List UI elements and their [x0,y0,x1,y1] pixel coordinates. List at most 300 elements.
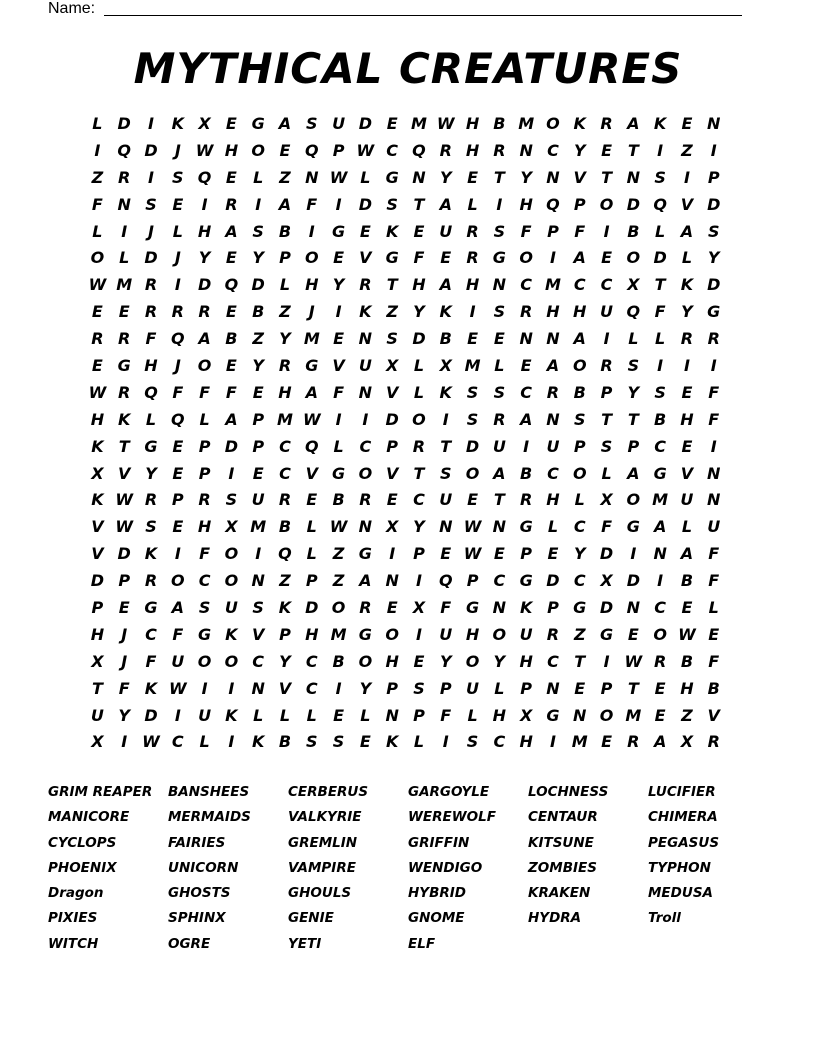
grid-letter[interactable]: T [601,409,612,429]
grid-letter[interactable]: I [415,624,422,644]
grid-letter[interactable]: E [279,140,291,160]
grid-letter[interactable]: P [386,678,399,698]
grid-letter[interactable]: U [439,490,453,510]
grid-letter[interactable]: K [385,221,399,241]
grid-letter[interactable]: H [519,194,533,214]
grid-letter[interactable]: Q [304,436,319,456]
grid-letter[interactable]: D [599,544,614,564]
grid-letter[interactable]: E [681,114,693,133]
grid-letter[interactable]: O [197,651,212,671]
grid-letter[interactable]: I [228,463,235,483]
grid-letter[interactable]: G [626,517,640,537]
grid-letter[interactable]: E [118,302,130,322]
grid-letter[interactable]: S [627,356,640,376]
grid-letter[interactable]: Y [145,463,157,483]
grid-letter[interactable]: P [171,490,184,510]
grid-letter[interactable]: E [225,356,237,376]
grid-letter[interactable]: O [572,356,587,376]
grid-letter[interactable]: E [681,598,693,618]
grid-letter[interactable]: R [600,356,613,376]
grid-letter[interactable]: J [174,356,181,376]
grid-letter[interactable]: L [574,490,585,510]
grid-letter[interactable]: E [172,194,184,214]
grid-letter[interactable]: O [90,248,105,268]
grid-letter[interactable]: C [198,571,211,591]
grid-letter[interactable]: D [358,194,372,214]
grid-letter[interactable]: L [547,517,559,537]
grid-letter[interactable]: E [91,356,103,376]
grid-letter[interactable]: C [305,651,318,671]
grid-letter[interactable]: V [385,382,399,402]
grid-letter[interactable]: O [197,356,212,376]
grid-letter[interactable]: S [198,598,211,618]
grid-letter[interactable]: X [600,571,613,591]
grid-letter[interactable]: I [496,194,503,214]
grid-letter[interactable]: H [412,275,426,295]
grid-letter[interactable]: X [680,732,694,752]
grid-letter[interactable]: B [332,651,345,671]
grid-letter[interactable]: R [278,490,292,510]
grid-letter[interactable]: C [547,463,559,483]
grid-letter[interactable]: Y [252,356,264,376]
grid-letter[interactable]: S [600,436,613,456]
grid-letter[interactable]: N [492,598,507,618]
grid-letter[interactable]: N [412,167,426,187]
grid-letter[interactable]: S [573,409,586,429]
grid-letter[interactable]: N [251,678,265,698]
grid-letter[interactable]: L [199,732,210,752]
grid-letter[interactable]: O [599,705,614,725]
grid-letter[interactable]: I [710,436,717,456]
grid-letter[interactable]: R [680,329,694,349]
grid-letter[interactable]: F [708,651,720,671]
grid-letter[interactable]: A [546,356,560,376]
grid-letter[interactable]: M [652,490,669,510]
grid-letter[interactable]: B [278,517,292,537]
grid-letter[interactable]: L [306,517,317,537]
grid-letter[interactable]: Q [197,167,212,187]
grid-letter[interactable]: E [547,544,559,564]
grid-letter[interactable]: H [197,221,212,241]
grid-letter[interactable]: A [439,194,452,214]
grid-letter[interactable]: T [654,275,666,295]
grid-letter[interactable]: D [305,598,319,618]
grid-letter[interactable]: I [255,194,262,214]
grid-letter[interactable]: D [599,598,614,618]
grid-letter[interactable]: W [88,382,107,402]
grid-letter[interactable]: U [90,705,104,725]
grid-letter[interactable]: U [546,436,560,456]
grid-letter[interactable]: W [678,624,696,644]
grid-letter[interactable]: O [465,463,480,483]
grid-letter[interactable]: Y [573,544,586,564]
grid-letter[interactable]: Y [279,329,291,349]
grid-letter[interactable]: P [118,571,131,591]
grid-letter[interactable]: O [546,114,560,133]
grid-letter[interactable]: L [145,409,157,429]
grid-letter[interactable]: E [467,167,479,187]
grid-letter[interactable]: Y [279,651,291,671]
grid-letter[interactable]: A [439,275,452,295]
grid-letter[interactable]: E [333,329,345,349]
grid-letter[interactable]: O [304,248,319,268]
grid-letter[interactable]: D [358,114,372,133]
grid-letter[interactable]: U [600,302,614,322]
grid-letter[interactable]: K [144,678,158,698]
grid-letter[interactable]: V [707,705,720,725]
grid-letter[interactable]: P [91,598,104,618]
grid-letter[interactable]: E [601,140,612,160]
grid-letter[interactable]: O [358,463,373,483]
grid-letter[interactable]: H [573,302,587,322]
grid-letter[interactable]: F [333,382,345,402]
grid-letter[interactable]: B [493,114,506,133]
grid-letter[interactable]: M [330,624,347,644]
grid-letter[interactable]: E [172,436,184,456]
grid-letter[interactable]: I [335,302,342,322]
grid-letter[interactable]: M [250,517,267,537]
grid-letter[interactable]: C [493,732,506,752]
grid-letter[interactable]: O [599,194,614,214]
grid-letter[interactable]: M [518,114,535,133]
grid-letter[interactable]: J [121,651,128,671]
grid-letter[interactable]: X [600,490,613,510]
grid-letter[interactable]: G [251,114,265,133]
grid-letter[interactable]: C [547,140,559,160]
grid-letter[interactable]: N [707,463,721,483]
grid-letter[interactable]: N [707,114,721,133]
grid-letter[interactable]: I [335,678,342,698]
grid-letter[interactable]: R [466,221,479,241]
grid-letter[interactable]: C [547,651,559,671]
grid-letter[interactable]: E [252,382,264,402]
grid-letter[interactable]: A [198,329,211,349]
grid-letter[interactable]: X [198,114,211,133]
grid-letter[interactable]: K [519,598,533,618]
grid-letter[interactable]: N [626,598,641,618]
grid-letter[interactable]: G [144,598,158,618]
grid-letter[interactable]: R [144,275,158,295]
grid-letter[interactable]: K [653,114,667,133]
grid-letter[interactable]: E [333,248,345,268]
grid-letter[interactable]: I [523,436,530,456]
grid-letter[interactable]: F [118,678,130,698]
grid-letter[interactable]: K [573,114,586,133]
grid-letter[interactable]: V [680,463,694,483]
grid-letter[interactable]: H [305,624,319,644]
grid-letter[interactable]: U [680,490,694,510]
grid-letter[interactable]: B [520,463,533,483]
grid-letter[interactable]: S [386,194,398,214]
grid-letter[interactable]: T [627,678,639,698]
grid-letter[interactable]: G [144,436,158,456]
grid-letter[interactable]: B [278,732,292,752]
grid-letter[interactable]: P [600,678,613,698]
grid-letter[interactable]: L [279,275,291,295]
grid-letter[interactable]: B [707,678,720,698]
grid-letter[interactable]: S [493,302,506,322]
grid-letter[interactable]: E [252,463,264,483]
grid-letter[interactable]: P [252,436,265,456]
grid-letter[interactable]: U [707,517,721,537]
grid-letter[interactable]: D [412,329,426,349]
grid-letter[interactable]: K [225,705,238,725]
grid-letter[interactable]: E [467,329,479,349]
grid-letter[interactable]: D [465,436,480,456]
grid-letter[interactable]: C [145,624,157,644]
grid-letter[interactable]: B [278,221,292,241]
grid-letter[interactable]: V [118,463,131,483]
grid-letter[interactable]: H [465,275,480,295]
grid-letter[interactable]: I [469,302,476,322]
grid-letter[interactable]: J [308,302,315,322]
grid-letter[interactable]: S [172,167,184,187]
grid-letter[interactable]: M [571,732,588,752]
grid-letter[interactable]: E [413,651,425,671]
grid-letter[interactable]: C [493,571,506,591]
grid-letter[interactable]: X [439,356,452,376]
grid-letter[interactable]: I [683,356,690,376]
grid-letter[interactable]: L [655,329,666,349]
grid-letter[interactable]: W [329,517,348,537]
grid-letter[interactable]: S [145,194,157,214]
grid-letter[interactable]: A [680,221,694,241]
grid-letter[interactable]: L [119,248,130,268]
grid-letter[interactable]: T [601,167,612,187]
grid-letter[interactable]: C [573,571,586,591]
grid-letter[interactable]: I [657,571,664,591]
grid-letter[interactable]: K [359,302,372,322]
grid-letter[interactable]: R [653,651,667,671]
grid-letter[interactable]: W [115,517,134,537]
grid-letter[interactable]: Z [279,302,291,322]
grid-letter[interactable]: Y [707,248,720,268]
grid-letter[interactable]: P [386,436,399,456]
grid-letter[interactable]: Z [573,624,586,644]
grid-letter[interactable]: U [224,598,238,618]
grid-letter[interactable]: K [439,382,452,402]
grid-letter[interactable]: D [626,571,640,591]
grid-letter[interactable]: R [91,329,104,349]
grid-letter[interactable]: J [148,221,154,241]
grid-letter[interactable]: P [279,248,291,268]
grid-letter[interactable]: Q [224,275,239,295]
grid-letter[interactable]: T [627,140,639,160]
grid-letter[interactable]: R [171,302,184,322]
grid-letter[interactable]: R [118,167,131,187]
grid-letter[interactable]: R [412,436,426,456]
grid-letter[interactable]: A [573,248,586,268]
grid-letter[interactable]: F [708,409,720,429]
grid-letter[interactable]: H [90,409,105,429]
grid-letter[interactable]: O [492,624,507,644]
grid-letter[interactable]: C [413,490,425,510]
grid-letter[interactable]: R [519,302,533,322]
grid-letter[interactable]: F [199,544,211,564]
grid-letter[interactable]: B [680,651,694,671]
grid-letter[interactable]: L [333,436,344,456]
grid-letter[interactable]: Q [304,140,319,160]
grid-letter[interactable]: D [707,275,721,295]
grid-letter[interactable]: A [653,732,667,752]
grid-letter[interactable]: B [627,221,640,241]
grid-letter[interactable]: L [467,705,478,725]
grid-letter[interactable]: U [439,221,453,241]
grid-letter[interactable]: I [335,409,342,429]
grid-letter[interactable]: L [681,517,693,537]
grid-letter[interactable]: X [627,275,640,295]
grid-letter[interactable]: C [520,275,533,295]
grid-letter[interactable]: C [359,436,372,456]
grid-letter[interactable]: H [546,490,560,510]
grid-letter[interactable]: H [519,732,533,752]
grid-letter[interactable]: D [546,571,560,591]
grid-letter[interactable]: L [253,705,264,725]
grid-letter[interactable]: Y [332,275,345,295]
grid-letter[interactable]: P [413,705,425,725]
grid-letter[interactable]: B [252,302,265,322]
grid-letter[interactable]: T [118,436,130,456]
grid-letter[interactable]: S [466,409,479,429]
grid-letter[interactable]: E [118,598,130,618]
grid-letter[interactable]: M [277,409,293,429]
grid-letter[interactable]: P [332,140,345,160]
grid-letter[interactable]: O [626,248,641,268]
grid-letter[interactable]: A [653,517,667,537]
grid-letter[interactable]: T [493,167,505,187]
grid-letter[interactable]: I [549,248,556,268]
grid-letter[interactable]: L [413,356,425,376]
grid-letter[interactable]: A [519,409,533,429]
grid-letter[interactable]: M [303,329,320,349]
grid-letter[interactable]: I [121,221,128,241]
grid-letter[interactable]: M [625,705,642,725]
grid-letter[interactable]: N [305,167,319,187]
grid-letter[interactable]: I [362,409,369,429]
grid-letter[interactable]: P [198,436,211,456]
grid-letter[interactable]: T [386,275,398,295]
grid-letter[interactable]: D [90,571,105,591]
grid-letter[interactable]: K [144,544,158,564]
grid-letter[interactable]: E [386,598,398,618]
grid-letter[interactable]: W [356,140,375,160]
grid-letter[interactable]: P [439,678,452,698]
grid-letter[interactable]: F [145,329,157,349]
grid-letter[interactable]: R [144,571,158,591]
grid-letter[interactable]: G [198,624,212,644]
grid-letter[interactable]: D [626,194,640,214]
grid-letter[interactable]: L [279,705,291,725]
grid-letter[interactable]: Q [412,140,426,160]
grid-letter[interactable]: K [91,436,104,456]
grid-letter[interactable]: A [305,382,318,402]
grid-letter[interactable]: J [174,140,181,160]
grid-letter[interactable]: E [601,732,612,752]
grid-letter[interactable]: N [251,571,265,591]
grid-letter[interactable]: L [628,329,639,349]
grid-letter[interactable]: U [251,490,265,510]
grid-letter[interactable]: I [415,571,422,591]
grid-letter[interactable]: C [520,382,533,402]
grid-letter[interactable]: P [547,598,559,618]
grid-letter[interactable]: K [171,114,184,133]
grid-letter[interactable]: N [519,329,533,349]
grid-letter[interactable]: E [225,114,237,133]
grid-letter[interactable]: X [385,356,399,376]
grid-letter[interactable]: C [654,436,666,456]
grid-letter[interactable]: Y [252,248,264,268]
grid-letter[interactable]: Z [681,705,693,725]
grid-letter[interactable]: E [681,382,693,402]
grid-letter[interactable]: Y [573,140,586,160]
grid-letter[interactable]: I [549,732,556,752]
grid-letter[interactable]: I [710,356,717,376]
grid-letter[interactable]: S [252,221,264,241]
grid-letter[interactable]: I [603,329,610,349]
grid-letter[interactable]: C [305,678,318,698]
grid-letter[interactable]: J [174,248,181,268]
grid-letter[interactable]: G [305,356,319,376]
grid-letter[interactable]: G [358,544,372,564]
grid-letter[interactable]: F [172,382,184,402]
grid-letter[interactable]: I [710,140,717,160]
grid-letter[interactable]: N [358,382,373,402]
grid-letter[interactable]: W [168,678,187,698]
grid-letter[interactable]: F [708,544,720,564]
grid-letter[interactable]: H [465,140,480,160]
grid-letter[interactable]: N [546,167,560,187]
grid-letter[interactable]: Z [386,302,398,322]
grid-letter[interactable]: E [601,248,612,268]
grid-letter[interactable]: U [439,624,453,644]
grid-letter[interactable]: C [654,598,666,618]
grid-letter[interactable]: Y [198,248,211,268]
grid-letter[interactable]: U [332,114,346,133]
grid-letter[interactable]: V [680,194,694,214]
grid-letter[interactable]: N [519,140,533,160]
grid-letter[interactable]: U [171,651,185,671]
grid-letter[interactable]: E [91,302,103,322]
grid-letter[interactable]: H [90,624,105,644]
grid-letter[interactable]: D [251,275,265,295]
grid-letter[interactable]: I [603,651,610,671]
grid-letter[interactable]: E [493,544,505,564]
grid-letter[interactable]: L [199,409,210,429]
grid-letter[interactable]: R [359,490,372,510]
grid-letter[interactable]: E [386,114,398,133]
grid-letter[interactable]: N [573,705,587,725]
grid-letter[interactable]: N [385,571,399,591]
grid-letter[interactable]: N [385,705,399,725]
grid-letter[interactable]: R [493,409,506,429]
grid-letter[interactable]: M [544,275,561,295]
grid-letter[interactable]: L [92,221,103,241]
grid-letter[interactable]: G [117,356,131,376]
grid-letter[interactable]: I [335,194,342,214]
grid-letter[interactable]: A [225,409,238,429]
grid-letter[interactable]: E [574,678,586,698]
grid-letter[interactable]: P [198,463,211,483]
grid-letter[interactable]: O [626,490,641,510]
grid-letter[interactable]: A [171,598,184,618]
grid-letter[interactable]: A [680,544,694,564]
grid-letter[interactable]: H [224,140,239,160]
grid-letter[interactable]: B [225,329,238,349]
grid-letter[interactable]: Q [438,571,453,591]
grid-letter[interactable]: B [439,329,452,349]
grid-letter[interactable]: P [413,544,425,564]
grid-letter[interactable]: F [601,517,612,537]
